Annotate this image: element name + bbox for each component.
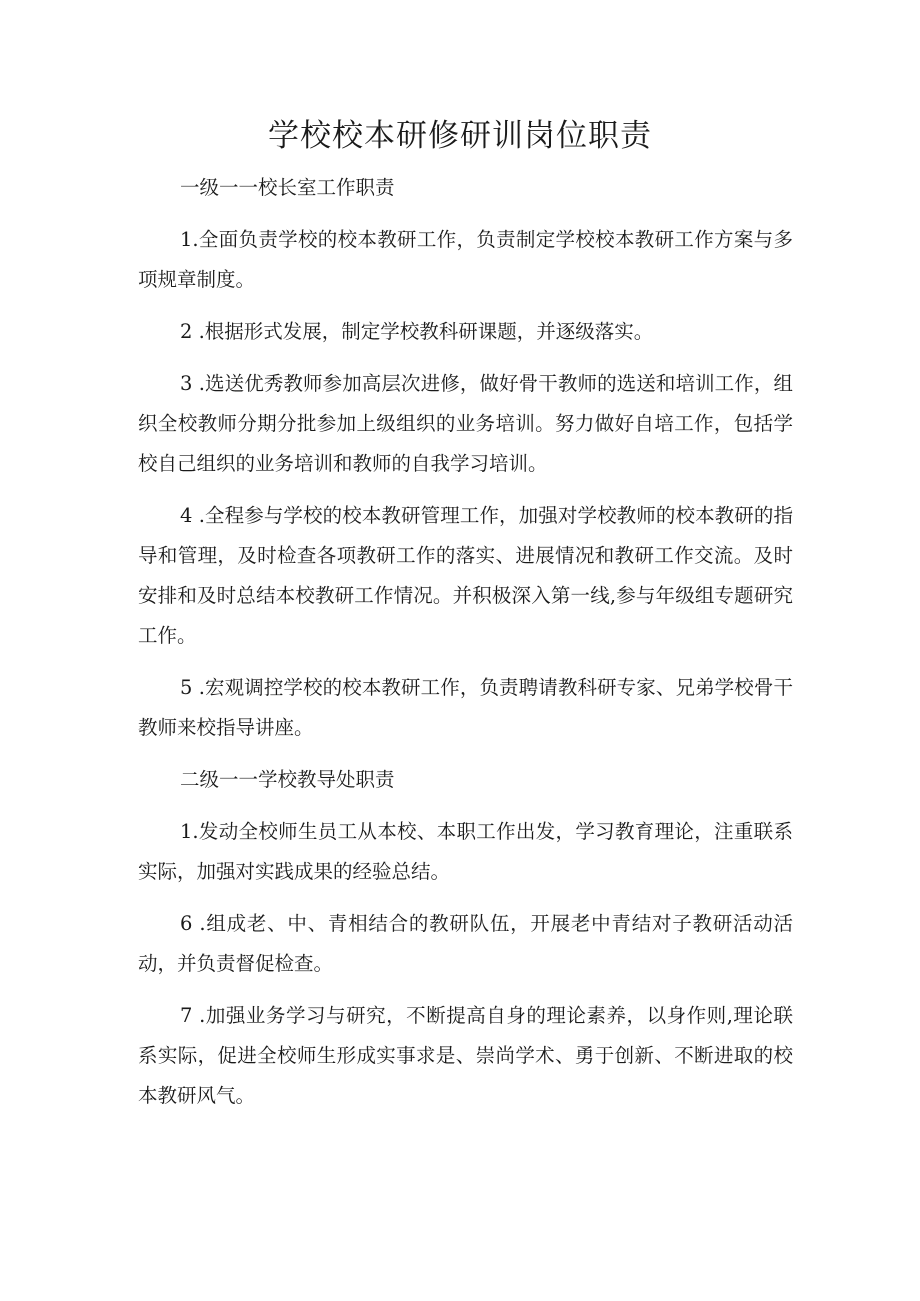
paragraph-item-3: 3 .选送优秀教师参加高层次进修，做好骨干教师的选送和培训工作，组织全校教师分期分批参加上级组织的业务培训。努力做好自培工作，包括学校自己组织的业务培训和教师的自我学习培训。 — [138, 372, 793, 475]
paragraph-item-6: 1.发动全校师生员工从本校、本职工作出发，学习教育理论，注重联系实际，加强对实践成果的经验总结。 — [138, 820, 793, 883]
paragraph-item-4: 4 .全程参与学校的校本教研管理工作，加强对学校教师的校本教研的指导和管理，及时检查各项教研工作的落实、进展情况和教研工作交流。及时安排和及时总结本校教研工作情况。并积极深入第一线,参与年级组专题研究工作。 — [138, 504, 793, 647]
document-body — [138, 168, 793, 1116]
section-heading-level-2: 二级一一学校教导处职责 — [180, 768, 395, 791]
paragraph-item-1: 1.全面负责学校的校本教研工作，负责制定学校校本教研工作方案与多项规章制度。 — [138, 228, 793, 291]
paragraph-item-8: 7 .加强业务学习与研究，不断提高自身的理论素养，以身作则,理论联系实际，促进全校师生形成实事求是、崇尚学术、勇于创新、不断进取的校本教研风气。 — [138, 1004, 793, 1107]
paragraph-item-5: 5 .宏观调控学校的校本教研工作，负责聘请教科研专家、兄弟学校骨干教师来校指导讲座。 — [138, 676, 793, 739]
section-heading-level-1: 一级一一校长室工作职责 — [180, 176, 395, 199]
document-title: 学校校本研修研训岗位职责 — [268, 118, 652, 154]
paragraph-item-7: 6 .组成老、中、青相结合的教研队伍，开展老中青结对子教研活动活动，并负责督促检查。 — [138, 912, 793, 975]
paragraph-item-2: 2 .根据形式发展，制定学校教科研课题，并逐级落实。 — [180, 320, 654, 343]
